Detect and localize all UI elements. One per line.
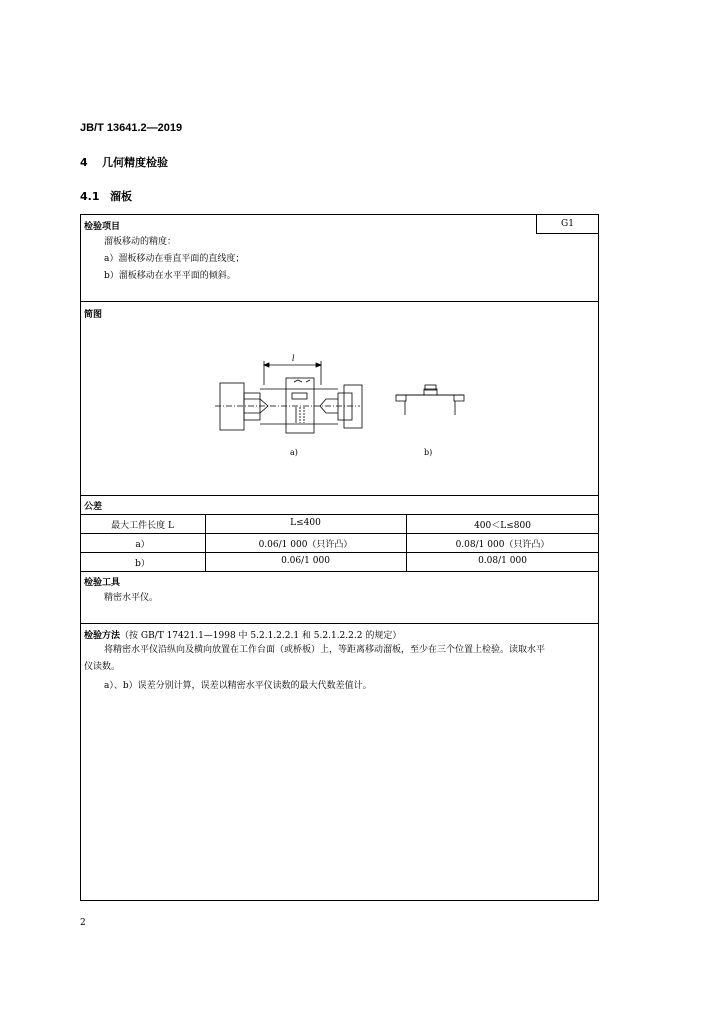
headstock-shape [220, 383, 244, 430]
carriage-shape [286, 378, 314, 433]
tolerance-row-label: a） [135, 540, 150, 550]
tolerance-row-label: b） [135, 559, 150, 569]
method-paragraph-1: 将精密水平仪沿纵向及横向放置在工作台面（或桥板）上，等距离移动溜板，至少在三个位置上检验。读取水平 [104, 645, 546, 655]
left-spindle-shape [244, 393, 260, 420]
page-number: 2 [80, 918, 86, 928]
section-heading [80, 154, 168, 170]
inspection-item-label: 检验项目 [84, 222, 121, 232]
divider [80, 495, 599, 496]
method-label: 检验方法 [84, 631, 121, 641]
divider [80, 571, 599, 572]
tolerance-header-range-1: L≤400 [290, 518, 321, 528]
inspection-item-line-3: b）溜板移动在水平平面的倾斜。 [104, 271, 236, 281]
tailstock-shape [344, 385, 362, 428]
inspection-code: G1 [561, 219, 574, 229]
divider [80, 623, 599, 624]
divider [80, 552, 599, 553]
tools-text: 精密水平仪。 [104, 593, 159, 603]
dimension-arrow-right [316, 363, 321, 367]
caption-a: a) [290, 448, 298, 457]
method-paragraph-1-cont: 仪读数。 [84, 662, 121, 672]
tolerance-header-length: 最大工件长度 L [111, 521, 174, 531]
inspection-item-line-1: 溜板移动的精度： [104, 237, 177, 247]
tolerance-cell: 0.08/1 000 [478, 556, 527, 566]
standard-code: JB/T 13641.2—2019 [80, 122, 183, 134]
inspection-item-line-2: a）溜板移动在垂直平面的直线度； [104, 254, 245, 264]
subsection-title: 溜板 [110, 190, 132, 203]
dimension-label: l [292, 354, 295, 363]
method-heading [84, 628, 401, 641]
divider [80, 533, 599, 534]
caption-b: b) [424, 448, 433, 457]
tolerance-cell: 0.08/1 000（只许凸） [455, 540, 550, 550]
diagram-label: 简图 [84, 310, 103, 320]
tailstock-spindle-shape [338, 393, 352, 420]
divider [80, 301, 599, 302]
dimension-arrow-left [264, 363, 269, 367]
subsection-heading [80, 188, 132, 204]
divider [80, 514, 599, 515]
code-cell-bottom [536, 233, 599, 234]
section-number: 4 [80, 156, 88, 169]
method-paragraph-2: a）、b）误差分别计算，误差以精密水平仪读数的最大代数差值计。 [104, 681, 372, 691]
diagram-figure [210, 345, 480, 465]
carriage-mark [294, 380, 310, 382]
tolerance-label: 公差 [84, 502, 103, 512]
method-reference: （按 GB/T 17421.1—1998 中 5.2.1.2.2.1 和 5.2.1.2.2.2 的规定） [120, 631, 402, 641]
subsection-number: 4.1 [80, 190, 100, 203]
tools-label: 检验工具 [84, 578, 121, 588]
tolerance-cell: 0.06/1 000（只许凸） [258, 540, 353, 550]
level-shape [292, 393, 307, 399]
tolerance-cell: 0.06/1 000 [281, 556, 330, 566]
section-title: 几何精度检验 [102, 156, 168, 169]
tolerance-header-range-2: 400＜L≤800 [474, 521, 531, 531]
